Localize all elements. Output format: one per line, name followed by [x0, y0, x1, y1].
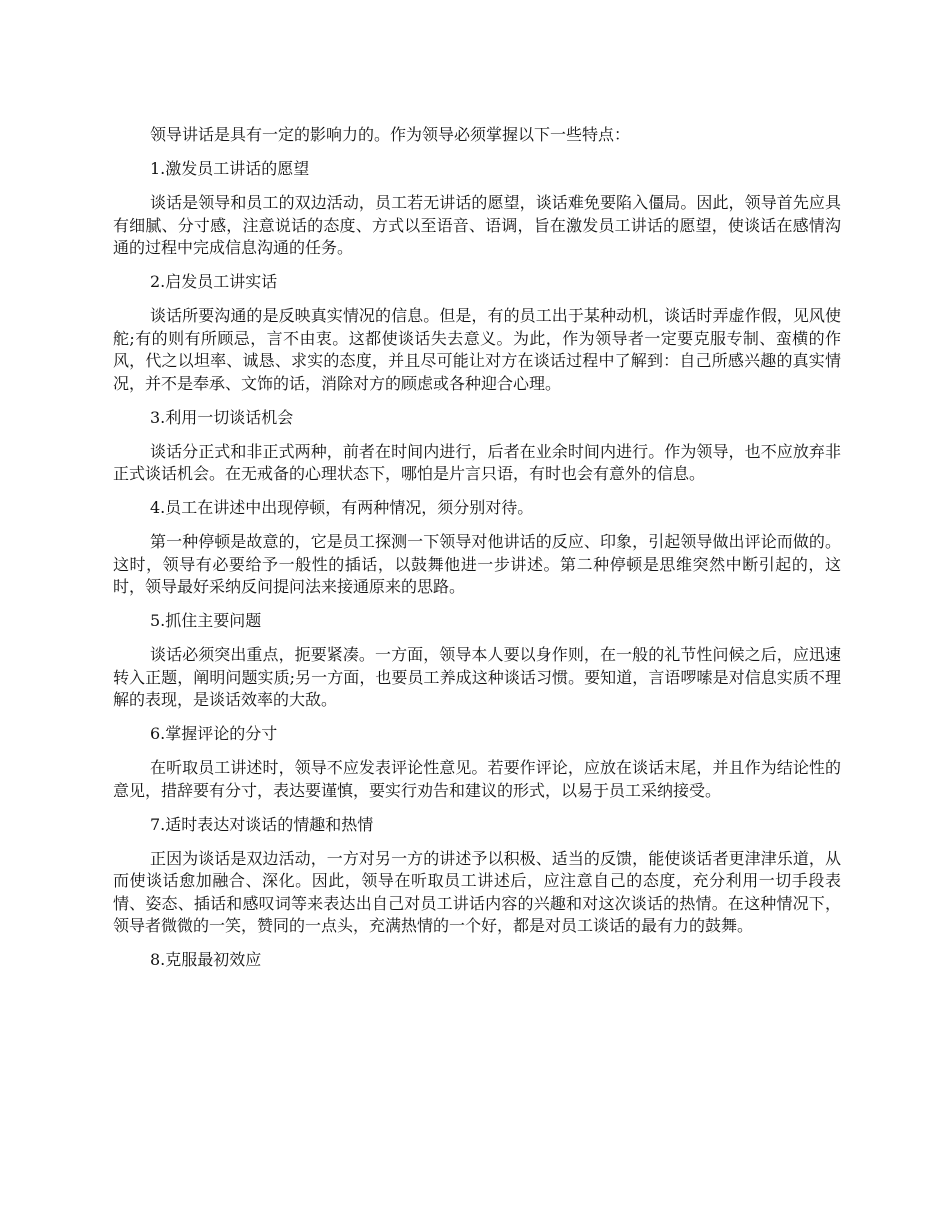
- section-3-body: 谈话分正式和非正式两种，前者在时间内进行，后者在业余时间内进行。作为领导，也不应放弃非正式谈话机会。在无戒备的心理状态下，哪怕是片言只语，有时也会有意外的信息。: [113, 441, 841, 483]
- section-3-heading: 3.利用一切谈话机会: [150, 407, 294, 427]
- section-6-heading: 6.掌握评论的分寸: [150, 724, 278, 743]
- document-page: [113, 124, 841, 983]
- section-5-heading: 5.抓住主要问题: [150, 611, 262, 630]
- intro-paragraph: 领导讲话是具有一定的影响力的。作为领导必须掌握以下一些特点：: [150, 125, 631, 144]
- section-4-body: 第一种停顿是故意的，它是员工探测一下领导对他讲话的反应、印象，引起领导做出评论而做的。这时，领导有必要给予一般性的插话，以鼓舞他进一步讲述。第二种停顿是思维突然中断引起的，这时，领导最好采纳反问提问法来接通原来的思路。: [113, 532, 841, 596]
- section-4-heading: 4.员工在讲述中出现停顿，有两种情况，须分别对待。: [150, 498, 534, 517]
- section-8-heading: 8.克服最初效应: [150, 950, 262, 969]
- section-7-heading: 7.适时表达对谈话的情趣和热情: [150, 814, 374, 834]
- section-1-heading: 1.激发员工讲话的愿望: [150, 159, 310, 178]
- section-2-heading: 2.启发员工讲实话: [150, 272, 278, 291]
- section-6-body: 在听取员工讲述时，领导不应发表评论性意见。若要作评论，应放在谈话末尾，并且作为结论性的意见，措辞要有分寸，表达要谨慎，要实行劝告和建议的形式，以易于员工采纳接受。: [113, 758, 841, 800]
- section-7-body: 正因为谈话是双边活动，一方对另一方的讲述予以积极、适当的反馈，能使谈话者更津津乐道，从而使谈话愈加融合、深化。因此，领导在听取员工讲述后，应注意自己的态度，充分利用一切手段表情、姿态、插话和感叹词等来表达出自己对员工讲话内容的兴趣和对这次谈话的热情。在这种情况下，领导者微微的一笑，赞同的一点头，充满热情的一个好，都是对员工谈话的最有力的鼓舞。: [113, 848, 841, 935]
- section-1-body: 谈话是领导和员工的双边活动，员工若无讲话的愿望，谈话难免要陷入僵局。因此，领导首先应具有细腻、分寸感，注意说话的态度、方式以至语音、语调，旨在激发员工讲话的愿望，使谈话在感情沟通的过程中完成信息沟通的任务。: [113, 193, 841, 257]
- section-5-body: 谈话必须突出重点，扼要紧凑。一方面，领导本人要以身作则，在一般的礼节性问候之后，应迅速转入正题，阐明问题实质;另一方面，也要员工养成这种谈话习惯。要知道，言语啰嗦是对信息实质不理解的表现，是谈话效率的大敌。: [113, 645, 841, 709]
- section-2-body: 谈话所要沟通的是反映真实情况的信息。但是，有的员工出于某种动机，谈话时弄虚作假，见风使舵;有的则有所顾忌，言不由衷。这都使谈话失去意义。为此，作为领导者一定要克服专制、蛮横的作风，代之以坦率、诚恳、求实的态度，并且尽可能让对方在谈话过程中了解到：自己所感兴趣的真实情况，并不是奉承、文饰的话，消除对方的顾虑或各种迎合心理。: [113, 306, 841, 393]
